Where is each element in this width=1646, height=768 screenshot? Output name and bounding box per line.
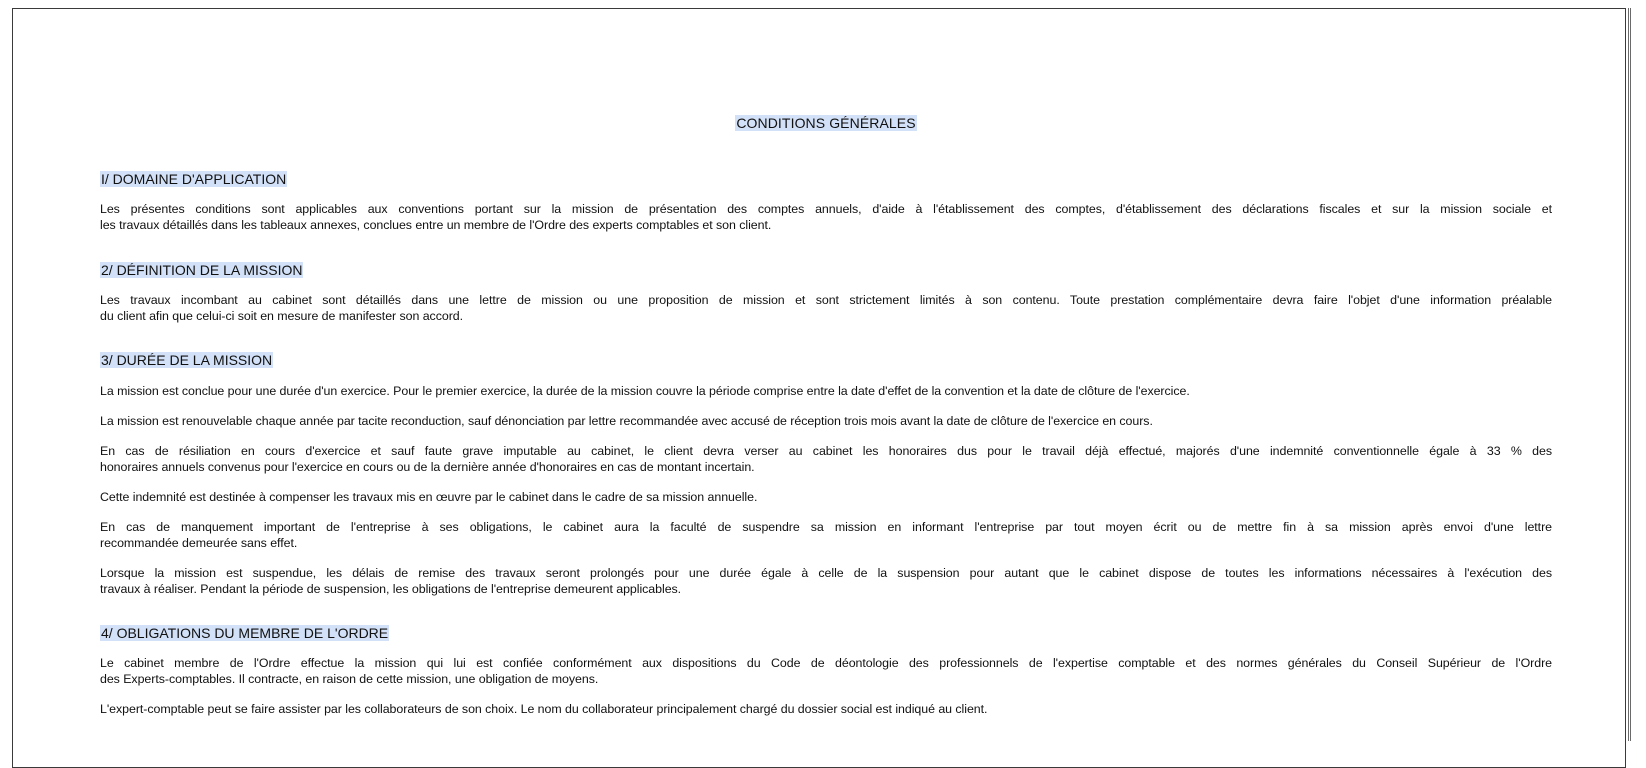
vertical-scrollbar[interactable] [1628,8,1631,741]
document-title: CONDITIONS GÉNÉRALES [736,115,916,131]
paragraph: Les travaux incombant au cabinet sont détaillés dans une lettre de mission ou une proposition de mission et sont strictement limités à son contenu. Toute prestation complémentaire devra faire l'objet d'une information préalable du client afin que celui-ci soit en mesure de manifester son accord. [100,293,1552,323]
paragraph: L'expert-comptable peut se faire assister par les collaborateurs de son choix. Le nom du collaborateur principalement chargé du dossier social est indiqué au client. [100,702,988,716]
paragraph: Lorsque la mission est suspendue, les délais de remise des travaux seront prolongés pour une durée égale à celle de la suspension pour autant que le cabinet dispose de toutes les informations nécessaires à l'exécution des travaux à réaliser. Pendant la période de suspension, les obligations de l'entreprise demeurent applicables. [100,566,1552,596]
paragraph: En cas de manquement important de l'entreprise à ses obligations, le cabinet aura la faculté de suspendre sa mission en informant l'entreprise par tout moyen écrit ou de mettre fin à sa mission après envoi d'une lettre recommandée demeurée sans effet. [100,520,1552,550]
section-heading-obligations: 4/ OBLIGATIONS DU MEMBRE DE L'ORDRE [101,625,389,641]
section-heading-definition: 2/ DÉFINITION DE LA MISSION [101,262,303,278]
section-heading-domaine: I/ DOMAINE D'APPLICATION [101,171,287,187]
paragraph: Les présentes conditions sont applicables aux conventions portant sur la mission de présentation des comptes annuels, d'aide à l'établissement des comptes, d'établissement des déclarations fiscales et sur la mission sociale et les travaux détaillés dans les tableaux annexes, conclues entre un membre de l'Ordre des experts comptables et son client. [100,202,1552,232]
paragraph: En cas de résiliation en cours d'exercice et sauf faute grave imputable au cabinet, le client devra verser au cabinet les honoraires dus pour le travail déjà effectué, majorés d'une indemnité conventionnelle égale à 33 % des honoraires annuels convenus pour l'exercice en cours ou de la dernière année d'honoraires en cas de montant incertain. [100,444,1552,474]
section-heading-duree: 3/ DURÉE DE LA MISSION [101,352,273,368]
paragraph: La mission est renouvelable chaque année par tacite reconduction, sauf dénonciation par lettre recommandée avec accusé de réception trois mois avant la date de clôture de l'exercice en cours. [100,414,1153,428]
paragraph: La mission est conclue pour une durée d'un exercice. Pour le premier exercice, la durée de la mission couvre la période comprise entre la date d'effet de la convention et la date de clôture de l'exercice. [100,384,1190,398]
paragraph: Cette indemnité est destinée à compenser les travaux mis en œuvre par le cabinet dans le cadre de sa mission annuelle. [100,490,758,504]
paragraph: Le cabinet membre de l'Ordre effectue la mission qui lui est confiée conformément aux dispositions du Code de déontologie des professionnels de l'expertise comptable et des normes générales du Conseil Supérieur de l'Ordre des Experts-comptables. Il contracte, en raison de cette mission, une obligation de moyens. [100,656,1552,686]
document-page [12,8,1626,768]
